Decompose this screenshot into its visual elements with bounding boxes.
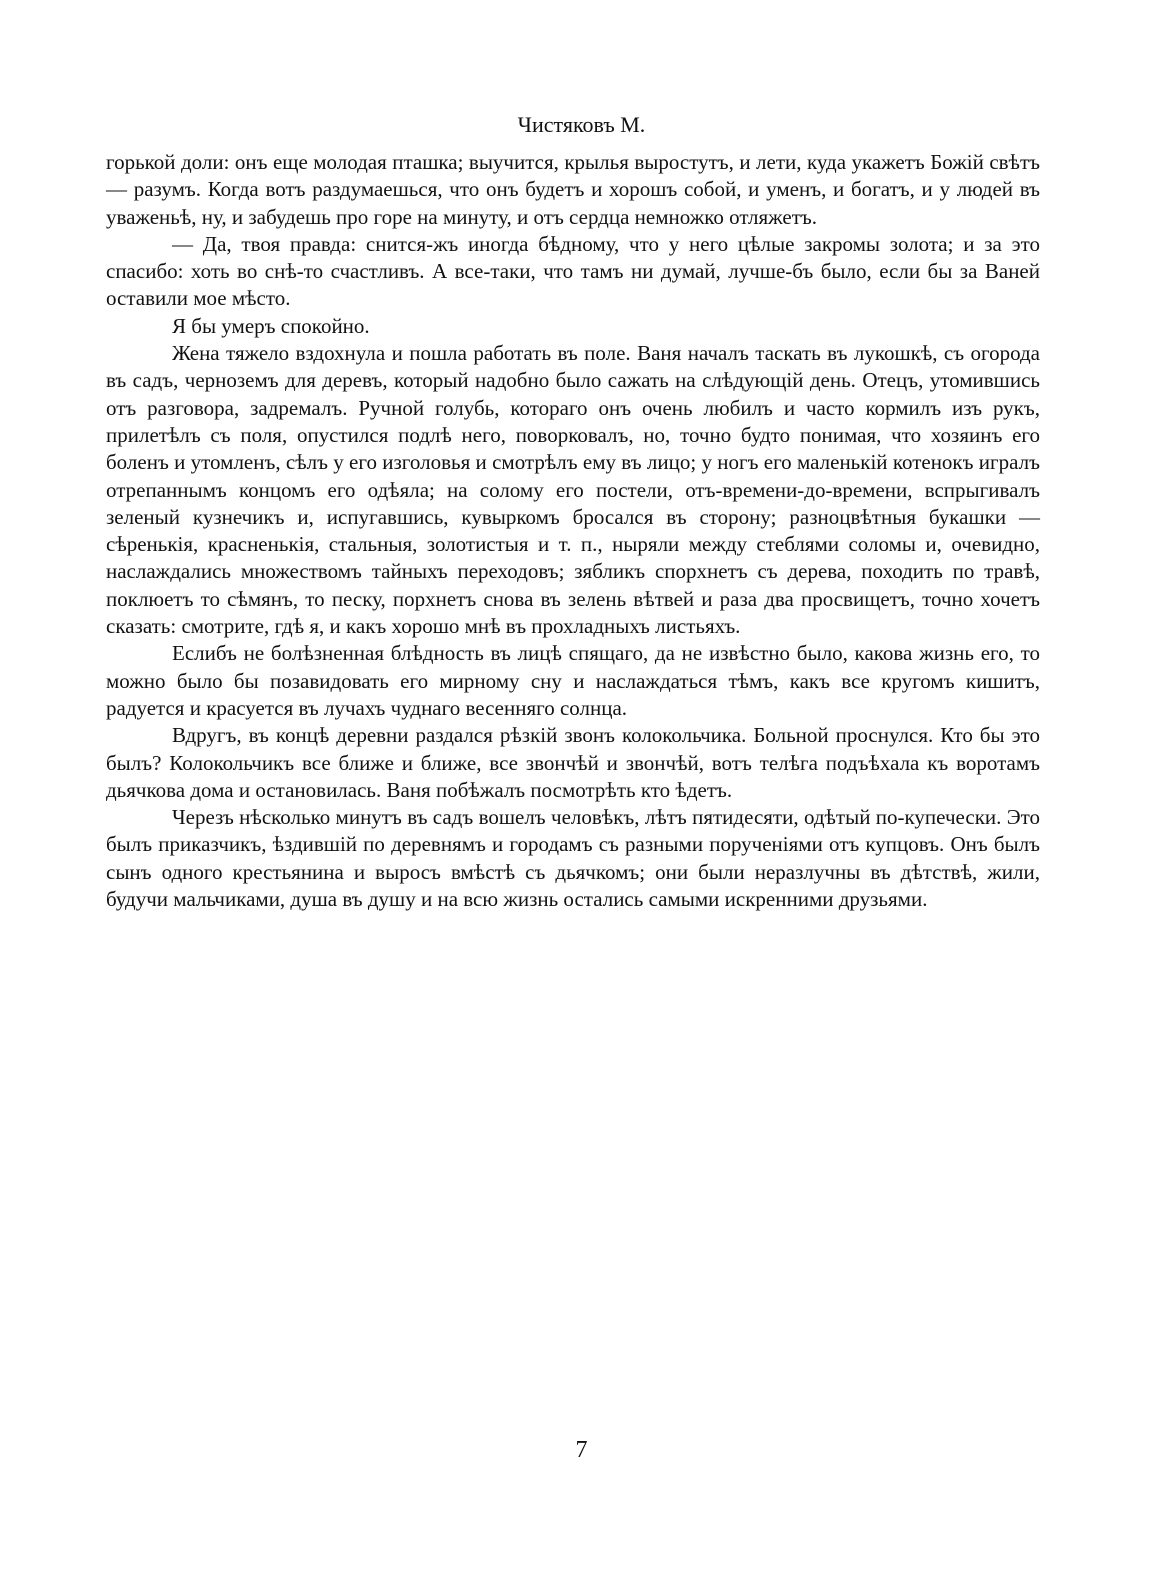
body-text (106, 149, 1040, 913)
paragraph-garden-scene: Жена тяжело вздохнула и пошла работать въ поле. Ваня началъ таскать въ лукошкѣ, съ огорода въ садъ, черноземъ для деревъ, который надобно было сажать на слѣдующій день. Отецъ, утомившись отъ разговора, задремалъ. Ручной голубь, котораго онъ очень любилъ и часто кормилъ изъ рукъ, прилетѣлъ съ поля, опустился подлѣ него, поворковалъ, но, точно будто понимая, что хозяинъ его боленъ и утомленъ, сѣлъ у его изголовья и смотрѣлъ ему въ лицо; у ногъ его маленькій котенокъ игралъ отрепаннымъ концомъ его одѣяла; на солому его постели, отъ-времени-до-времени, вспрыгивалъ зеленый кузнечикъ и, испугавшись, кувыркомъ бросался въ сторону; разноцвѣтныя букашки — сѣренькія, красненькія, стальныя, золотистыя и т. п., ныряли между стеблями соломы и, очевидно, наслаждались множествомъ тайныхъ переходовъ; зябликъ спорхнетъ съ дерева, походить по травѣ, поклюетъ то сѣмянъ, то песку, порхнетъ снова въ зелень вѣтвей и раза два просвищетъ, точно хочетъ сказать: смотрите, гдѣ я, и какъ хорошо мнѣ въ прохладныхъ листьяхъ. (106, 341, 1040, 639)
running-title: Чистяковъ М. (517, 112, 646, 137)
page-number: 7 (575, 1437, 588, 1463)
paragraph-dialogue: — Да, твоя правда: снится-жъ иногда бѣдному, что у него цѣлые закромы золота; и за это спасибо: хоть во снѣ-то счастливъ. А все-таки, что тамъ ни думай, лучше-бъ было, если бы за Ваней оставили мое мѣсто. (106, 231, 1040, 311)
paragraph-visitor: Черезъ нѣсколько минутъ въ садъ вошелъ человѣкъ, лѣтъ пятидесяти, одѣтый по-купечески. Это былъ приказчикъ, ѣздившій по деревнямъ и городамъ съ разными порученіями отъ купцовъ. Онъ былъ сынъ одного крестьянина и выросъ вмѣстѣ съ дьячкомъ; они были неразлучны въ дѣтствѣ, жили, будучи мальчиками, душа въ душу и на всю жизнь остались самыми искренними друзьями. (106, 805, 1040, 912)
paragraph-bell: Вдругъ, въ концѣ деревни раздался рѣзкій звонъ колокольчика. Больной проснулся. Кто бы это былъ? Колокольчикъ все ближе и ближе, все звончѣй и звончѣй, вотъ телѣга подъѣхала къ воротамъ дьячкова дома и остановилась. Ваня побѣжалъ посмотрѣть кто ѣдетъ. (106, 723, 1040, 802)
paragraph-short: Я бы умеръ спокойно. (172, 313, 370, 338)
paragraph-sleep: Еслибъ не болѣзненная блѣдность въ лицѣ спящаго, да не извѣстно было, какова жизнь его, то можно было бы позавидовать его мирному сну и наслаждаться тѣмъ, какъ все кругомъ кишитъ, радуется и красуется въ лучахъ чуднаго весенняго солнца. (106, 641, 1040, 720)
paragraph-continuation: горькой доли: онъ еще молодая пташка; выучится, крылья выростутъ, и лети, куда укажетъ Божій свѣтъ — разумъ. Когда вотъ раздумаешься, что онъ будетъ и хорошъ собой, и уменъ, и богатъ, и у людей въ уваженьѣ, ну, и забудешь про горе на минуту, и отъ сердца немножко отляжетъ. (106, 150, 1040, 229)
